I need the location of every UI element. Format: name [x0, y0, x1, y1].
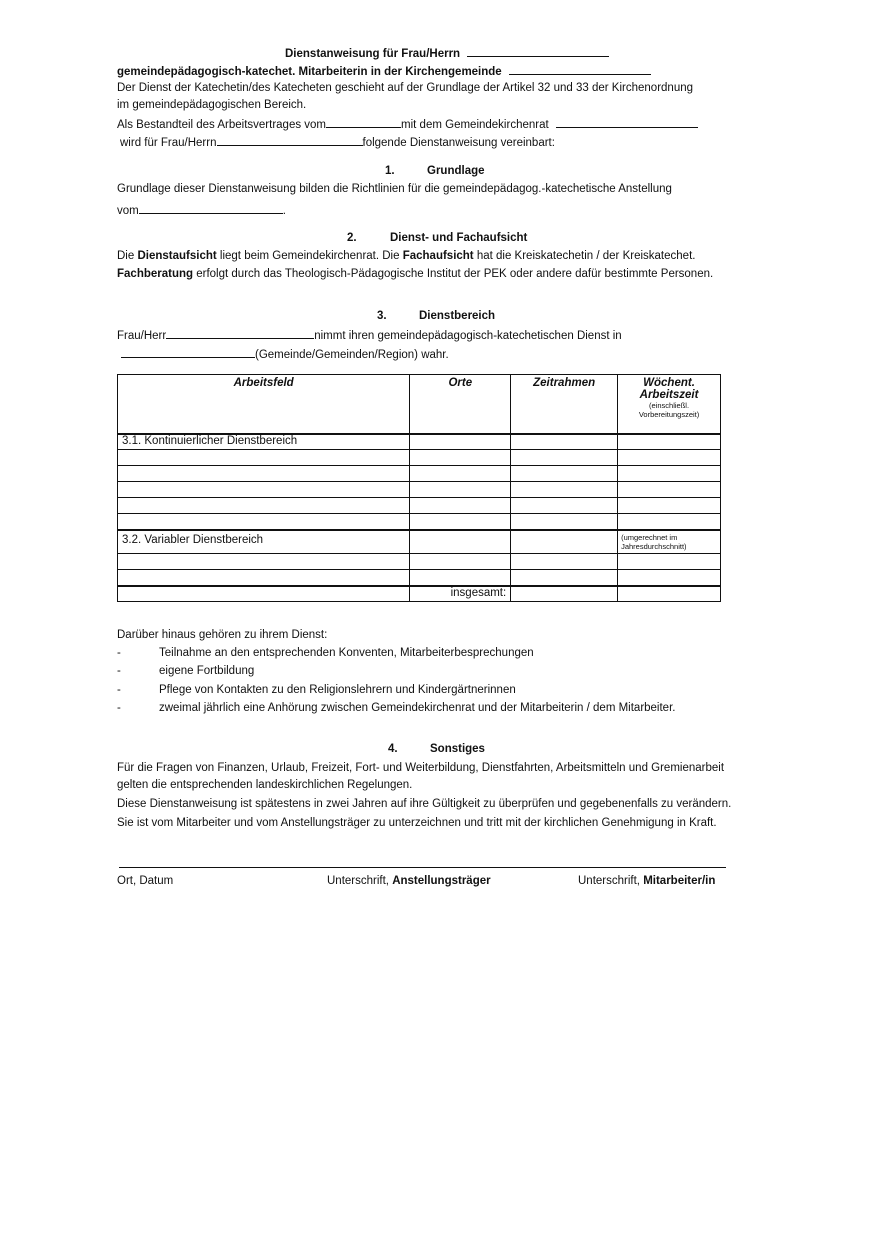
table-cell[interactable]	[511, 466, 618, 482]
table-cell[interactable]	[410, 514, 511, 530]
table-cell[interactable]	[118, 570, 410, 586]
intro-line-3	[117, 116, 698, 132]
table-cell[interactable]	[410, 434, 511, 450]
person-blank[interactable]	[217, 134, 363, 146]
header-arbeitszeit	[618, 375, 721, 434]
list-item-text: zweimal jährlich eine Anhörung zwischen Gemeindekirchenrat und der Mitarbeiterin / dem Mitarbeiter.	[159, 702, 676, 714]
text-segment: erfolgt durch das Theologisch-Pädagogische Institut der PEK oder andere dafür bestimmte Personen.	[193, 268, 714, 280]
table-row	[118, 498, 721, 514]
section-3-line-2	[121, 346, 449, 362]
person-label: Frau/Herr	[117, 330, 167, 342]
table-cell[interactable]	[618, 450, 721, 466]
section-1-number: 1.	[385, 165, 395, 177]
total-zeitrahmen-cell[interactable]	[511, 586, 618, 602]
from-label: vom	[117, 205, 139, 217]
section-2-line-2	[117, 267, 713, 281]
section-3-title: Dienstbereich	[419, 310, 496, 322]
list-dash: -	[117, 665, 121, 677]
table-row	[118, 514, 721, 530]
employee-term: Mitarbeiter/in	[643, 875, 716, 887]
list-dash: -	[117, 684, 121, 696]
contract-date-label: Als Bestandteil des Arbeitsvertrages vom	[117, 119, 327, 131]
congregation-blank[interactable]	[509, 63, 651, 75]
header-orte: Orte	[410, 375, 511, 434]
table-cell[interactable]	[511, 482, 618, 498]
period: .	[282, 205, 286, 217]
council-label: mit dem Gemeindekirchenrat	[401, 119, 549, 131]
list-item	[117, 664, 254, 678]
table-cell[interactable]	[410, 466, 511, 482]
table-cell[interactable]	[618, 514, 721, 530]
text-segment: nimmt ihren gemeindepädagogisch-katechetischen Dienst in	[314, 330, 622, 342]
intro-line-2: im gemeindepädagogischen Bereich.	[117, 99, 307, 111]
document-title	[285, 45, 609, 61]
place-date-label: Ort, Datum	[117, 875, 174, 887]
duties-intro: Darüber hinaus gehören zu ihrem Dienst:	[117, 629, 328, 641]
signature-line[interactable]	[119, 867, 726, 868]
contract-date-blank[interactable]	[326, 116, 401, 128]
table-cell[interactable]	[618, 434, 721, 450]
section-2-note: (umgerechnet im Jahresdurchschnitt)	[621, 532, 687, 551]
header-arbeitszeit-line-2: Arbeitszeit	[639, 389, 699, 401]
subtitle-text: gemeindepädagogisch-katechet. Mitarbeiterin in der Kirchengemeinde	[117, 66, 502, 78]
section-4-number: 4.	[388, 743, 398, 755]
section-3-number: 3.	[377, 310, 387, 322]
employer-signature-label	[327, 875, 491, 887]
guideline-date-blank[interactable]	[139, 202, 283, 214]
section-1-title: Grundlage	[427, 165, 485, 177]
text-segment: Die	[117, 250, 138, 262]
total-label: insgesamt:	[410, 586, 511, 602]
section-4-line-3: Diese Dienstanweisung ist spätestens in zwei Jahren auf ihre Gültigkeit zu überprüfen und gegebenenfalls zu verändern.	[117, 798, 732, 810]
table-cell[interactable]	[410, 482, 511, 498]
list-item-text: Teilnahme an den entsprechenden Konventen, Mitarbeiterbesprechungen	[159, 647, 534, 659]
person-blank-2[interactable]	[166, 327, 314, 339]
text-segment: Unterschrift,	[327, 875, 393, 887]
table-cell[interactable]	[618, 570, 721, 586]
text-segment: Unterschrift,	[578, 875, 644, 887]
table-cell[interactable]	[118, 514, 410, 530]
employer-term: Anstellungsträger	[392, 875, 491, 887]
section-2-title: Dienst- und Fachaufsicht	[390, 232, 528, 244]
work-table	[117, 374, 721, 602]
section-2-number: 2.	[347, 232, 357, 244]
list-item	[117, 683, 516, 697]
table-cell[interactable]	[618, 466, 721, 482]
title-text: Dienstanweisung für Frau/Herrn	[285, 48, 461, 60]
table-cell	[118, 586, 410, 602]
section-4-line-4: Sie ist vom Mitarbeiter und vom Anstellungsträger zu unterzeichnen und tritt mit der kirchlichen Genehmigung in Kraft.	[117, 817, 717, 829]
section-1-line-1: Grundlage dieser Dienstanweisung bilden die Richtlinien für die gemeindepädagog.-katechetische Anstellung	[117, 183, 672, 195]
table-cell[interactable]	[511, 570, 618, 586]
region-blank[interactable]	[121, 346, 255, 358]
table-header-row	[118, 375, 721, 434]
table-cell[interactable]	[511, 554, 618, 570]
term-dienstaufsicht: Dienstaufsicht	[137, 250, 217, 262]
text-segment: hat die Kreiskatechetin / der Kreiskatechet.	[473, 250, 696, 262]
table-cell[interactable]	[410, 570, 511, 586]
section-2-line-1	[117, 249, 695, 263]
table-cell[interactable]	[618, 498, 721, 514]
table-cell[interactable]	[410, 530, 511, 554]
table-cell[interactable]	[511, 498, 618, 514]
section-2-label[interactable]: 3.2. Variabler Dienstbereich	[118, 530, 410, 554]
table-cell[interactable]	[511, 450, 618, 466]
table-cell[interactable]	[410, 498, 511, 514]
table-row	[118, 466, 721, 482]
table-cell[interactable]	[118, 466, 410, 482]
table-row	[118, 434, 721, 450]
table-cell[interactable]	[410, 450, 511, 466]
document-subtitle	[117, 63, 651, 79]
list-item-text: eigene Fortbildung	[159, 665, 255, 677]
table-cell[interactable]	[618, 482, 721, 498]
table-cell[interactable]	[118, 450, 410, 466]
section-2-note-cell[interactable]	[618, 530, 721, 554]
table-cell[interactable]	[511, 514, 618, 530]
intro-line-4	[120, 134, 555, 150]
section-4-title: Sonstiges	[430, 743, 485, 755]
table-cell[interactable]	[118, 482, 410, 498]
table-cell[interactable]	[511, 434, 618, 450]
table-row	[118, 482, 721, 498]
table-cell[interactable]	[410, 554, 511, 570]
council-blank[interactable]	[556, 116, 698, 128]
table-row	[118, 570, 721, 586]
section-1-label[interactable]: 3.1. Kontinuierlicher Dienstbereich	[118, 434, 410, 450]
agreement-label: folgende Dienstanweisung vereinbart:	[362, 137, 555, 149]
table-row	[118, 530, 721, 554]
intro-line-1: Der Dienst der Katechetin/des Katecheten geschieht auf der Grundlage der Artikel 32 und 33 der Kirchenordnung	[117, 82, 694, 94]
term-fachberatung: Fachberatung	[117, 268, 194, 280]
list-dash: -	[117, 647, 121, 659]
list-item	[117, 646, 534, 660]
table-total-row	[118, 586, 721, 602]
person-label: wird für Frau/Herrn	[120, 137, 217, 149]
employee-signature-label	[578, 875, 715, 887]
section-1-line-2	[117, 202, 286, 218]
name-blank[interactable]	[467, 45, 609, 57]
table-cell[interactable]	[118, 498, 410, 514]
section-4-line-1: Für die Fragen von Finanzen, Urlaub, Freizeit, Fort- und Weiterbildung, Dienstfahrten, Arbeitsmitteln und Gremienarbeit	[117, 762, 725, 774]
table-cell[interactable]	[118, 554, 410, 570]
list-item	[117, 701, 675, 715]
section-3-line-1	[117, 327, 622, 343]
section-4-line-2: gelten die entsprechenden landeskirchlichen Regelungen.	[117, 779, 413, 791]
total-arbeitszeit-cell[interactable]	[618, 586, 721, 602]
table-cell[interactable]	[618, 554, 721, 570]
header-arbeitsfeld: Arbeitsfeld	[118, 375, 410, 434]
term-fachaufsicht: Fachaufsicht	[402, 250, 474, 262]
list-dash: -	[117, 702, 121, 714]
header-zeitrahmen: Zeitrahmen	[511, 375, 618, 434]
text-segment: (Gemeinde/Gemeinden/Region) wahr.	[255, 349, 449, 361]
text-segment: liegt beim Gemeindekirchenrat. Die	[216, 250, 403, 262]
header-arbeitszeit-note: (einschließl. Vorbereitungszeit)	[638, 401, 700, 419]
list-item-text: Pflege von Kontakten zu den Religionslehrern und Kindergärtnerinnen	[159, 684, 516, 696]
table-cell[interactable]	[511, 530, 618, 554]
table-row	[118, 554, 721, 570]
header-arbeitszeit-line-1: Wöchent.	[643, 377, 695, 389]
table-row	[118, 450, 721, 466]
